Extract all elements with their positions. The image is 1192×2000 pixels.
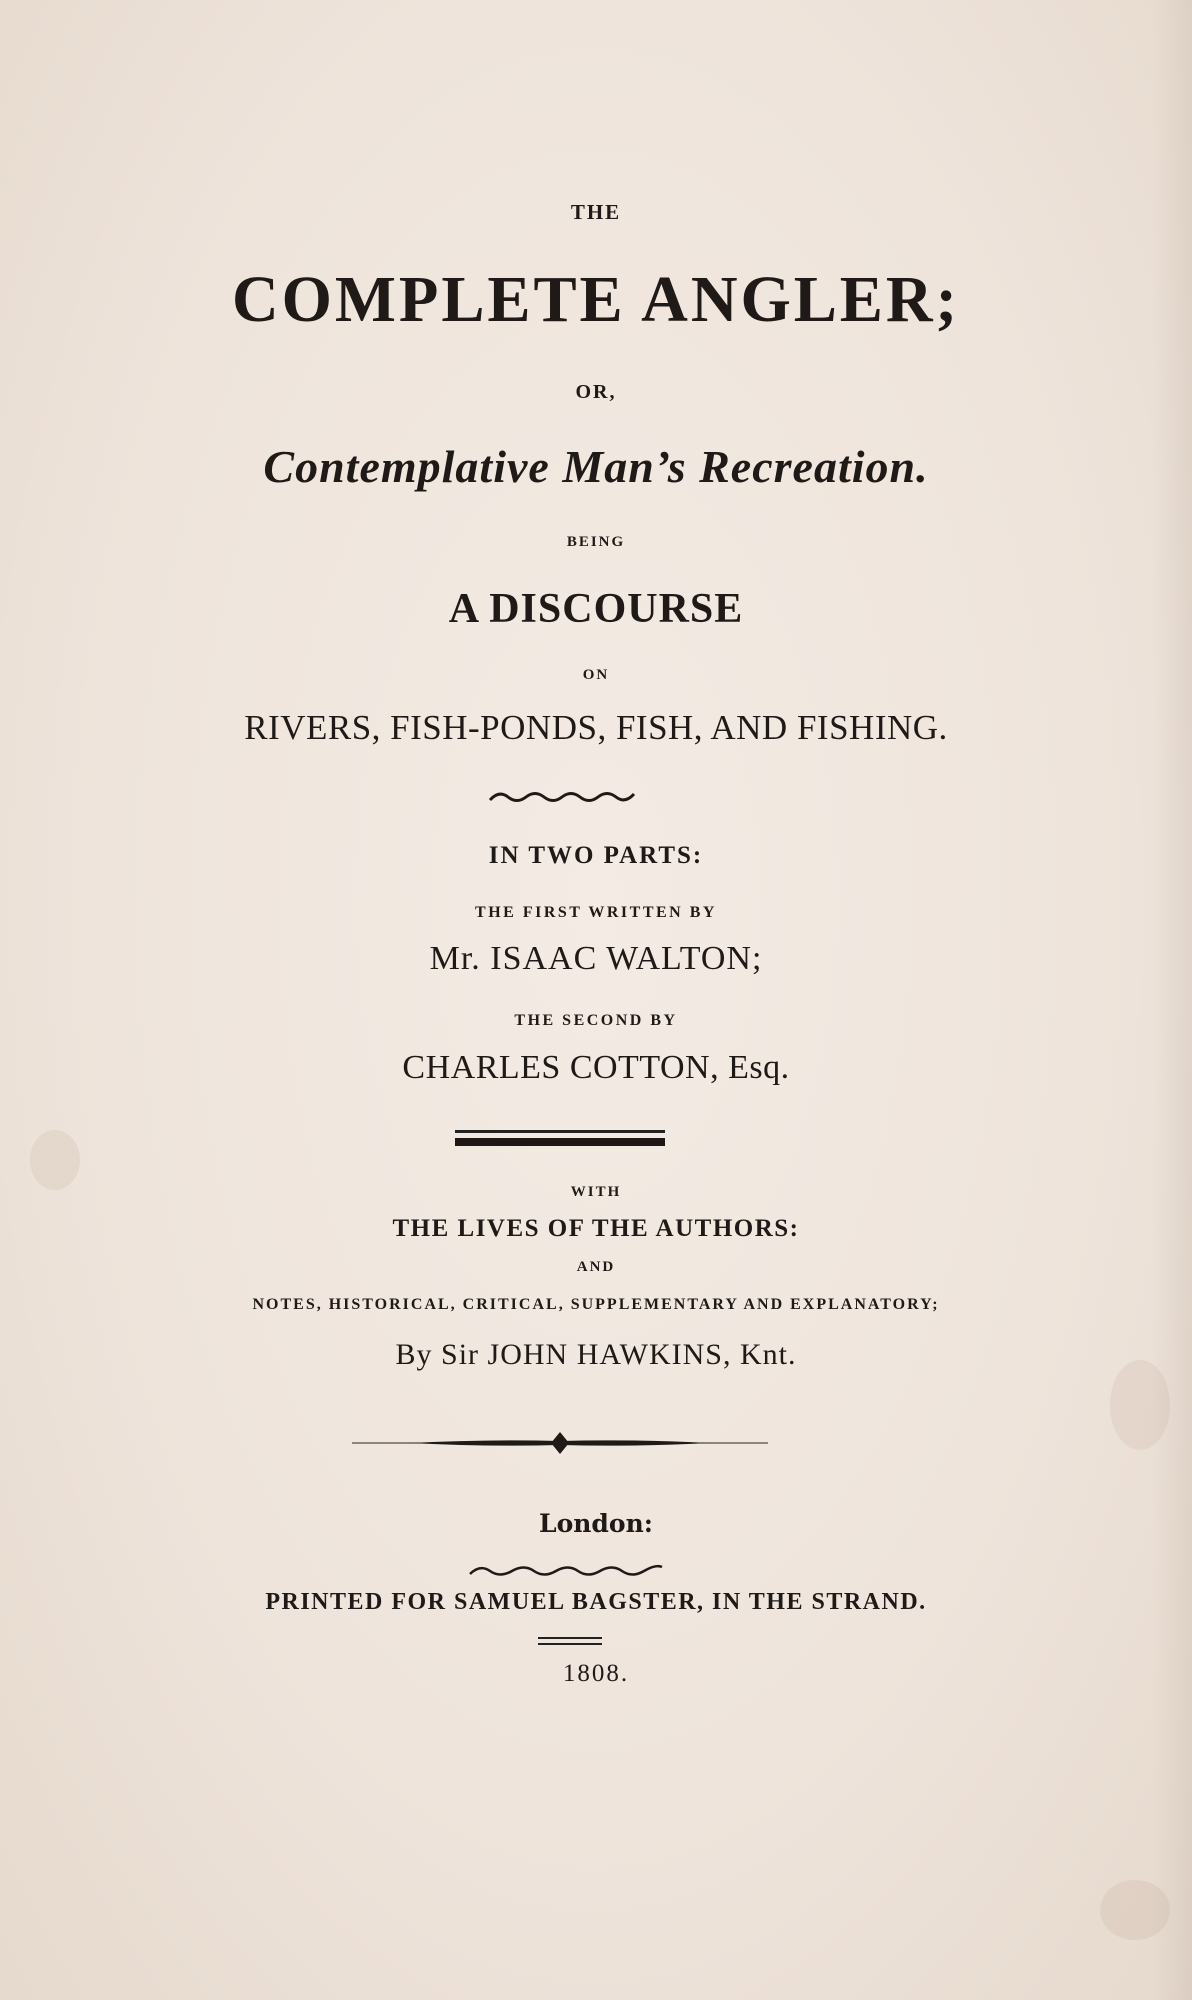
lives-line: THE LIVES OF THE AUTHORS: xyxy=(392,1215,800,1242)
subtitle: Contemplative Man’s Recreation. xyxy=(263,441,929,492)
in-two-parts: IN TWO PARTS: xyxy=(488,842,704,869)
wave-ornament-icon xyxy=(488,788,636,804)
title-article: THE xyxy=(570,200,622,224)
and-label: AND xyxy=(576,1259,616,1275)
on-label: ON xyxy=(582,667,610,683)
foxing-spot xyxy=(1100,1880,1170,1940)
first-written-by: THE FIRST WRITTEN BY xyxy=(475,904,717,921)
main-title: COMPLETE ANGLER; xyxy=(231,263,961,336)
small-double-rule xyxy=(538,1637,602,1645)
being-label: BEING xyxy=(566,534,626,550)
wave-ornament-icon xyxy=(468,1562,664,1578)
foxing-spot xyxy=(30,1130,80,1190)
printer-line: PRINTED FOR SAMUEL BAGSTER, IN THE STRAND. xyxy=(265,1589,927,1615)
diamond-rule-ornament-icon xyxy=(350,1430,770,1456)
second-by: THE SECOND BY xyxy=(514,1012,678,1029)
editor-hawkins: By Sir JOHN HAWKINS, Knt. xyxy=(395,1338,797,1371)
notes-line: NOTES, HISTORICAL, CRITICAL, SUPPLEMENTARY AND EXPLANATORY; xyxy=(252,1296,940,1313)
title-or: OR, xyxy=(575,381,617,403)
with-label: WITH xyxy=(570,1184,622,1200)
discourse-heading: A DISCOURSE xyxy=(448,586,744,632)
rivers-line: RIVERS, FISH-PONDS, FISH, AND FISHING. xyxy=(244,708,948,747)
foxing-spot xyxy=(1110,1360,1170,1450)
author-cotton: CHARLES COTTON, Esq. xyxy=(402,1049,790,1086)
author-walton: Mr. ISAAC WALTON; xyxy=(429,940,763,977)
imprint-london: London: xyxy=(539,1509,653,1538)
publication-year: 1808. xyxy=(562,1660,630,1687)
double-rule-divider xyxy=(455,1130,665,1146)
